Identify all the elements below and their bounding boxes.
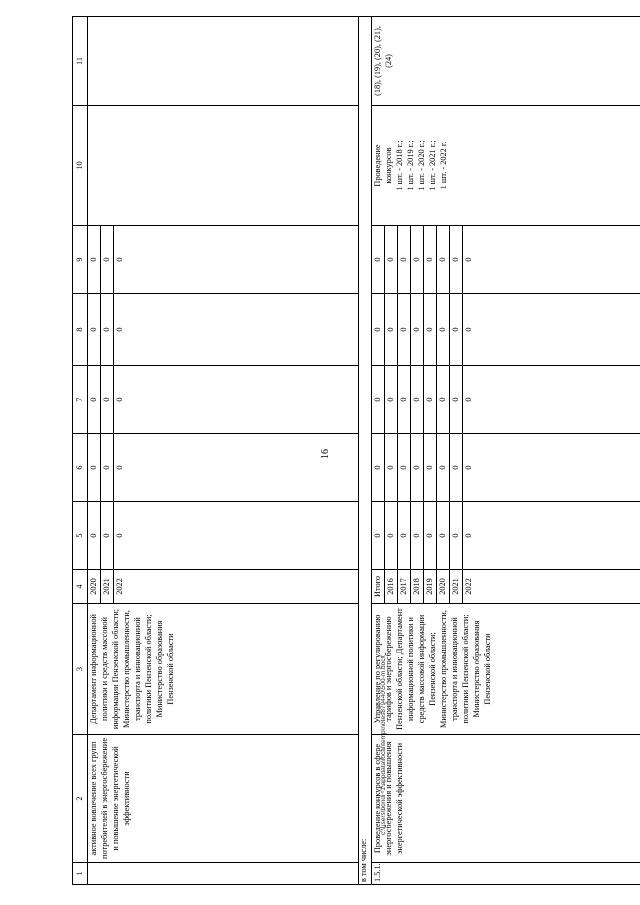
value-cell: 0	[463, 226, 476, 294]
rotated-table-container	[72, 17, 608, 885]
result-line: конкурсов	[384, 147, 393, 184]
year-cell: Итого	[372, 570, 385, 604]
header-cell: 5	[73, 502, 88, 570]
header-cell: 2	[73, 735, 88, 863]
year-cell: 2022	[114, 570, 127, 604]
value-cell: 0	[450, 434, 463, 502]
table-cell	[88, 863, 359, 885]
responsible-executors: Управление по регулированию тарифов и энергосбережению Пензенской области; Департамент информационной политики и средств массовой информации Пензенской области; Министерство промышленности, транспорта и инновационной политики Пензенской области; Министерство образования Пензенской области	[372, 604, 640, 735]
table-cell	[475, 502, 640, 570]
activity-description: Проведение конкурсов в сфере энергосбережения и повышения энергетической эффективности	[372, 735, 640, 863]
value-cell: 0	[424, 226, 437, 294]
value-cell: 0	[398, 366, 411, 434]
column-number-row	[73, 17, 88, 885]
table-row	[372, 17, 385, 885]
header-cell: 9	[73, 226, 88, 294]
value-cell: 0	[411, 226, 424, 294]
value-cell: 0	[372, 434, 385, 502]
header-cell: 7	[73, 366, 88, 434]
value-cell: 0	[114, 294, 127, 366]
value-cell: 0	[450, 502, 463, 570]
table-cell	[126, 226, 359, 294]
value-cell: 0	[372, 294, 385, 366]
value-cell: 0	[398, 226, 411, 294]
value-cell: 0	[372, 502, 385, 570]
value-cell: 0	[88, 502, 101, 570]
value-cell: 0	[437, 502, 450, 570]
result-line: 1 шт. - 2019 г.;	[406, 140, 415, 191]
value-cell: 0	[88, 226, 101, 294]
header-cell: 8	[73, 294, 88, 366]
year-cell: 2021	[450, 570, 463, 604]
header-cell: 6	[73, 434, 88, 502]
value-cell: 0	[411, 434, 424, 502]
table-cell	[475, 570, 640, 604]
footer-file-path: c:\users\bondi~1\appdata\local\temp\notes879440\500-m.docx	[380, 655, 387, 835]
table-cell	[475, 294, 640, 366]
value-cell: 0	[424, 502, 437, 570]
header-cell: 10	[73, 106, 88, 226]
year-cell: 2018	[411, 570, 424, 604]
value-cell: 0	[450, 226, 463, 294]
table-cell	[126, 570, 359, 604]
activity-description: активное вовлечение всех групп потребителей в энергосбережение и повышение энергетической эффективности	[88, 735, 359, 863]
table-cell	[126, 366, 359, 434]
value-cell: 0	[450, 366, 463, 434]
value-cell: 0	[424, 366, 437, 434]
value-cell: 0	[101, 294, 114, 366]
value-cell: 0	[437, 434, 450, 502]
value-cell: 0	[385, 502, 398, 570]
value-cell: 0	[398, 294, 411, 366]
header-cell: 11	[73, 17, 88, 106]
table-cell	[475, 434, 640, 502]
result-line: 1 шт. - 2018 г.;	[395, 140, 404, 191]
section-row	[359, 17, 372, 885]
value-cell: 0	[411, 502, 424, 570]
responsible-executors: Департамент информационной политики и средств массовой информации Пензенской области; Министерство промышленности, транспорта и инновационной политики Пензенской области; Министерство образования Пензенской области	[88, 604, 359, 735]
section-label: в том числе:	[359, 17, 372, 885]
value-cell: 0	[463, 434, 476, 502]
value-cell: 0	[88, 366, 101, 434]
expected-results	[372, 106, 640, 226]
value-cell: 0	[437, 366, 450, 434]
value-cell: 0	[463, 366, 476, 434]
year-cell: 2019	[424, 570, 437, 604]
value-cell: 0	[437, 294, 450, 366]
value-cell: 0	[463, 502, 476, 570]
value-cell: 0	[398, 434, 411, 502]
table-cell	[475, 366, 640, 434]
value-cell: 0	[463, 294, 476, 366]
year-cell: 2020	[437, 570, 450, 604]
result-line: Проведение	[373, 144, 382, 187]
table-cell	[88, 106, 359, 226]
value-cell: 0	[424, 434, 437, 502]
page-number: 16	[320, 449, 331, 459]
year-cell: 2017	[398, 570, 411, 604]
value-cell: 0	[88, 434, 101, 502]
year-cell: 2016	[385, 570, 398, 604]
value-cell: 0	[398, 502, 411, 570]
value-cell: 0	[372, 226, 385, 294]
value-cell: 0	[424, 294, 437, 366]
table-cell	[475, 226, 640, 294]
table-cell	[88, 17, 359, 106]
table-row	[88, 17, 101, 885]
value-cell: 0	[372, 366, 385, 434]
value-cell: 0	[411, 366, 424, 434]
value-cell: 0	[437, 226, 450, 294]
value-cell: 0	[101, 226, 114, 294]
result-line: 1 шт. - 2022 г.	[439, 141, 448, 190]
table-cell	[126, 434, 359, 502]
header-cell: 4	[73, 570, 88, 604]
value-cell: 0	[411, 294, 424, 366]
value-cell: 0	[114, 502, 127, 570]
item-number: 1.5.1.	[372, 863, 640, 885]
year-cell: 2020	[88, 570, 101, 604]
year-cell: 2021	[101, 570, 114, 604]
program-activities-table	[72, 16, 640, 885]
header-cell: 3	[73, 604, 88, 735]
value-cell: 0	[385, 226, 398, 294]
value-cell: 0	[114, 226, 127, 294]
value-cell: 0	[101, 366, 114, 434]
value-cell: 0	[385, 434, 398, 502]
value-cell: 0	[450, 294, 463, 366]
table-cell	[126, 502, 359, 570]
result-line: 1 шт. - 2021 г.;	[428, 140, 437, 191]
value-cell: 0	[101, 434, 114, 502]
result-line: 1 шт. - 2020 г.;	[417, 140, 426, 191]
table-cell	[126, 294, 359, 366]
value-cell: 0	[385, 294, 398, 366]
value-cell: 0	[114, 366, 127, 434]
header-cell: 1	[73, 863, 88, 885]
year-cell: 2022	[463, 570, 476, 604]
value-cell: 0	[88, 294, 101, 366]
value-cell: 0	[114, 434, 127, 502]
indicator-references: (18), (19), (20), (21), (24)	[372, 17, 640, 106]
value-cell: 0	[101, 502, 114, 570]
value-cell: 0	[385, 366, 398, 434]
